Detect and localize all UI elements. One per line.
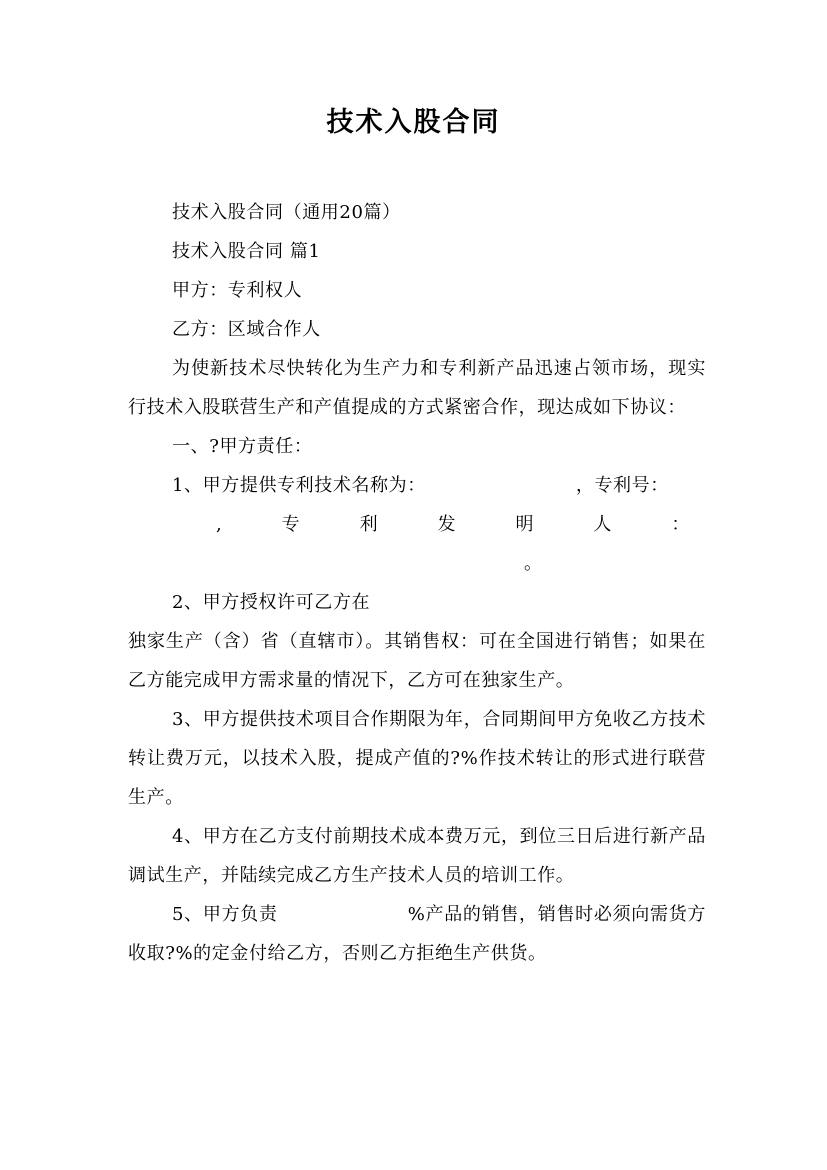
clause-1-token: , bbox=[216, 514, 223, 535]
clause-1-token: 专 bbox=[281, 514, 301, 535]
section-heading: 技术入股合同 篇1 bbox=[172, 241, 321, 262]
clause-5 bbox=[128, 895, 706, 973]
clause-4: 4、甲方在乙方支付前期技术成本费万元，到位三日后进行新产品调试生产，并陆续完成乙方生产技术人员的培训工作。 bbox=[128, 826, 706, 886]
document-title: 技术入股合同 bbox=[326, 107, 501, 138]
clause-2-line-1: 2、甲方授权许可乙方在 bbox=[172, 592, 371, 613]
document-body bbox=[128, 193, 706, 973]
clause-5-part-a: 5、甲方负责 bbox=[172, 904, 278, 925]
subtitle: 技术入股合同（通用20篇） bbox=[172, 202, 401, 223]
intro-paragraph: 为使新技术尽快转化为生产力和专利新产品迅速占领市场，现实行技术入股联营生产和产值提成的方式紧密合作，现达成如下协议： bbox=[128, 358, 706, 418]
clause-1-token: 明 bbox=[515, 514, 535, 535]
clause-1-token: 人 bbox=[593, 514, 613, 535]
clause-1-token: 利 bbox=[359, 514, 379, 535]
clause-1-end: 。 bbox=[524, 553, 543, 574]
clause-1-token: 发 bbox=[437, 514, 457, 535]
clause-2-rest: 独家生产（含）省（直辖市）。其销售权：可在全国进行销售；如果在乙方能完成甲方需求量的情况下，乙方可在独家生产。 bbox=[128, 631, 706, 691]
clause-1-line-2 bbox=[128, 505, 706, 544]
party-b: 乙方：区域合作人 bbox=[172, 319, 321, 340]
party-a: 甲方：专利权人 bbox=[172, 280, 303, 301]
clause-1-token: ： bbox=[671, 514, 690, 535]
clause-3: 3、甲方提供技术项目合作期限为年，合同期间甲方免收乙方技术转让费万元，以技术入股，提成产值的?%作技术转让的形式进行联营生产。 bbox=[128, 709, 706, 808]
clause-1-line-1 bbox=[128, 466, 706, 505]
heading-party-a-duties: 一、?甲方责任： bbox=[172, 436, 313, 457]
clause-1-part-a: 1、甲方提供专利技术名称为： bbox=[172, 475, 426, 496]
clause-1-part-b: ，专利号： bbox=[575, 475, 669, 496]
clause-5-part-b: %产品的销售，销售时必须向需货方收取?%的定金付给乙方，否则乙方拒绝生产供货。 bbox=[128, 904, 707, 964]
